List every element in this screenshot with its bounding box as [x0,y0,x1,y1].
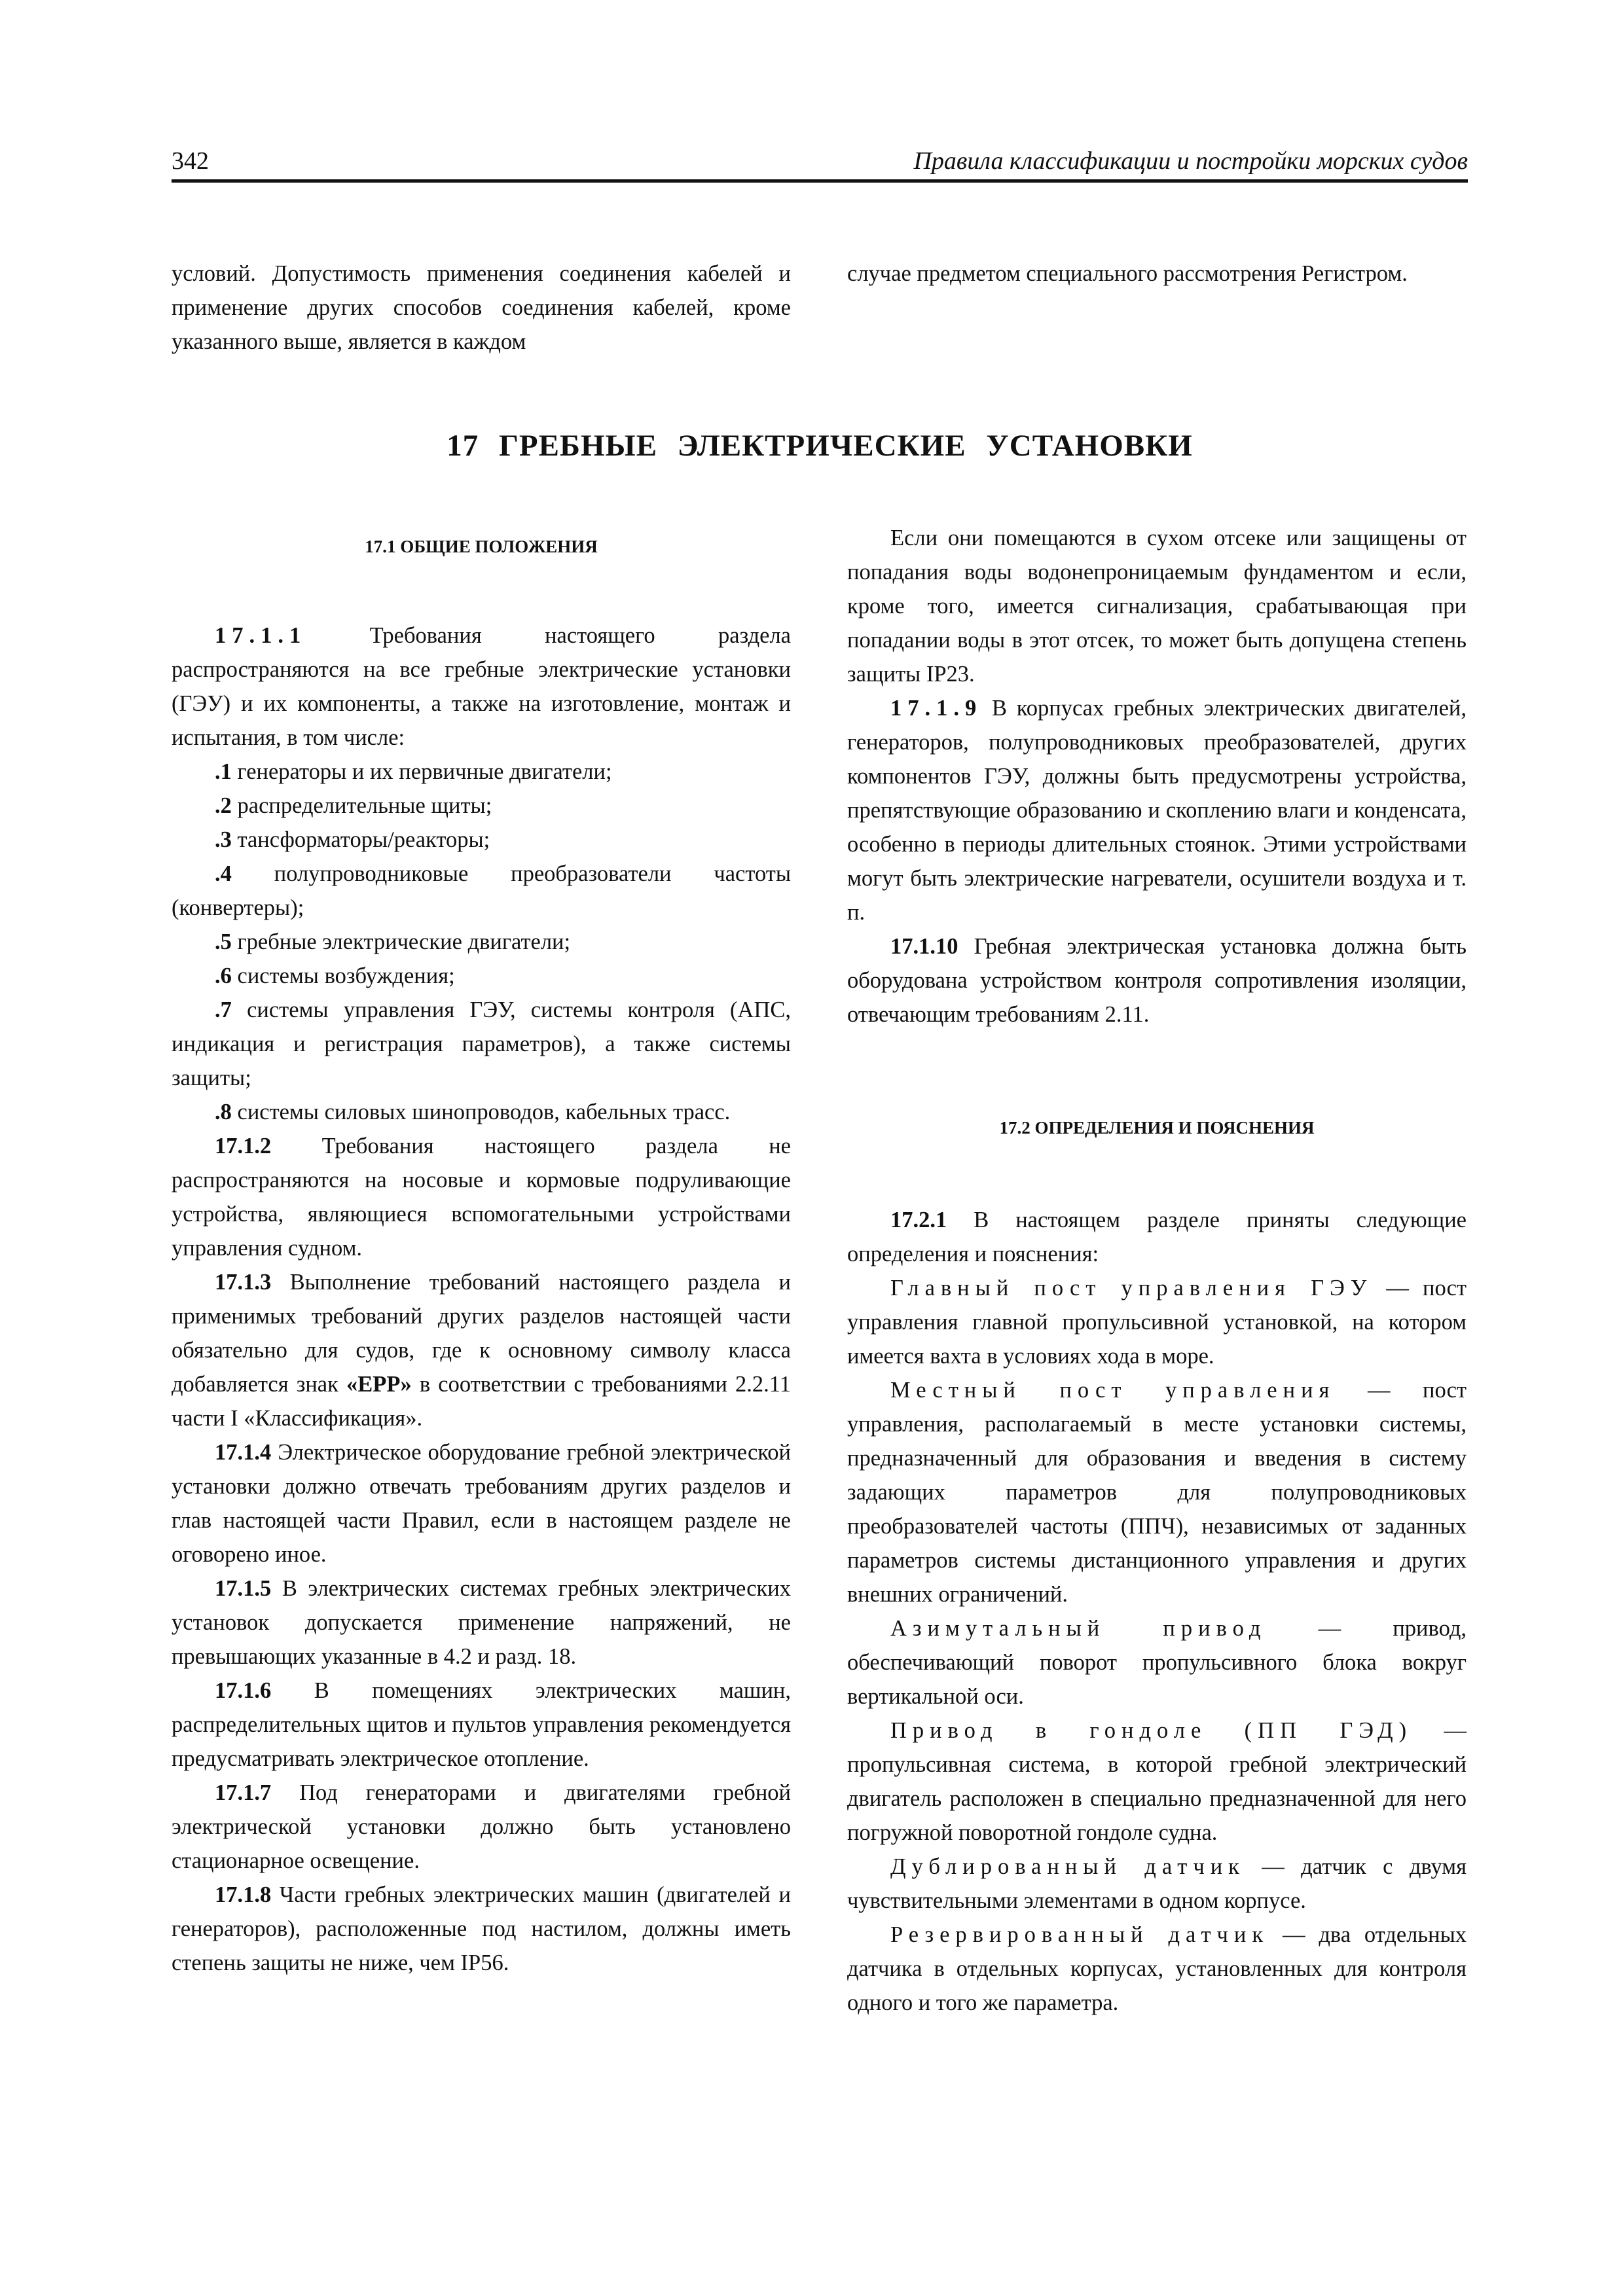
definition: Главный пост управления ГЭУ — пост управления главной пропульсивной установкой, на котором имеется вахта в условиях хода в море. [847,1276,1467,1369]
paragraph-17-1-3: 17.1.3 Выполнение требований настоящего раздела и применимых требований других разделов настоящей части обязательно для судов, где к основному символу класса добавляется знак «EPP» в соответствии с требованиями 2.2.11 части I «Классификация». [172,1270,792,1431]
running-title: Правила классификации и постройки морских судов [913,147,1468,175]
list-item: .5 гребные электрические двигатели; [215,929,571,954]
running-header [172,143,1468,183]
page-number: 342 [172,147,209,175]
section-2-title: 17.2 ОПРЕДЕЛЕНИЯ И ПОЯСНЕНИЯ [999,1118,1315,1138]
paragraph-17-1-6: 17.1.6 В помещениях электрических машин, распределительных щитов и пультов управления рекомендуется предусматривать электрическое отопление. [172,1678,792,1771]
definition: Азимутальный привод — привод, обеспечивающий поворот пропульсивного блока вокруг вертикальной оси. [847,1616,1467,1709]
paragraph-17-1-2: 17.1.2 Требования настоящего раздела не распространяются на носовые и кормовые подруливающие устройства, являющиеся вспомогательными устройствами управления судном. [172,1134,791,1261]
top-right-text: случае предметом специального рассмотрения Регистром. [847,261,1408,286]
paragraph-17-1-1: 17.1.1 Требования настоящего раздела распространяются на все гребные электрические установки (ГЭУ) и их компоненты, а также на изготовление, монтаж и испытания, в том числе: [172,623,791,750]
definition: Дублированный датчик — датчик с двумя чувствительными элементами в одном корпусе. [847,1854,1467,1913]
chapter-title: 17 ГРЕБНЫЕ ЭЛЕКТРИЧЕСКИЕ УСТАНОВКИ [447,429,1193,463]
list-item: .4 полупроводниковые преобразователи частоты (конвертеры); [172,861,792,920]
paragraph-17-2-1: 17.2.1 В настоящем разделе приняты следующие определения и пояснения: [847,1208,1467,1266]
paragraph-17-1-9: 17.1.9 В корпусах гребных электрических двигателей, генераторов, полупроводниковых преобразователей, других компонентов ГЭУ, должны быть предусмотрены устройства, препятствующие образованию и скоплению влаги и конденсата, особенно в периоды длительных стоянок. Этими устройствами могут быть электрические нагреватели, осушители воздуха и т. п. [847,696,1467,925]
list-item: .7 системы управления ГЭУ, системы контроля (АПС, индикация и регистрация параметров), а также системы защиты; [172,997,791,1090]
definition: Резервированный датчик — два отдельных датчика в отдельных корпусах, установленных для контроля одного и того же параметра. [847,1922,1467,2015]
paragraph-17-1-4: 17.1.4 Электрическое оборудование гребной электрической установки должно отвечать требованиям других разделов и глав настоящей части Правил, если в настоящем разделе не оговорено иное. [172,1440,792,1567]
top-left-text: условий. Допустимость применения соединения кабелей и применение других способов соединения кабелей, кроме указанного выше, является в каждом [172,261,791,354]
paragraph-17-1-10: 17.1.10 Гребная электрическая установка должна быть оборудована устройством контроля сопротивления изоляции, отвечающим требованиям 2.11. [847,934,1467,1027]
paragraph-17-1-5: 17.1.5 В электрических системах гребных электрических установок допускается применение напряжений, не превышающих указанные в 4.2 и разд. 18. [172,1576,792,1669]
left-column [172,619,791,1980]
list-item: .6 системы возбуждения; [215,963,455,988]
list-item: .3 тансформаторы/реакторы; [215,827,490,852]
list-item: .2 распределительные щиты; [215,793,492,818]
paragraph-17-1-8-continued: Если они помещаются в сухом отсеке или защищены от попадания воды водонепроницаемым фундаментом и если, кроме того, имеется сигнализация, срабатывающая при попадании воды в этот отсек, то может быть допущена степень защиты IP23. [847,526,1467,687]
section-1-title: 17.1 ОБЩИЕ ПОЛОЖЕНИЯ [365,537,598,556]
right-column-lower [847,1203,1467,2020]
definition: Местный пост управления — пост управления, располагаемый в месте установки системы, предназначенный для образования и введения в систему задающих параметров для полупроводниковых преобразователей частоты (ППЧ), независимых от заданных параметров системы дистанционного управления и других внешних ограничений. [847,1378,1467,1607]
list-item: .1 генераторы и их первичные двигатели; [215,759,612,784]
paragraph-17-1-8: 17.1.8 Части гребных электрических машин (двигателей и генераторов), расположенные под настилом, должны иметь степень защиты не ниже, чем IP56. [172,1882,791,1975]
paragraph-17-1-7: 17.1.7 Под генераторами и двигателями гребной электрической установки должно быть установлено стационарное освещение. [172,1780,791,1873]
definition: Привод в гондоле (ПП ГЭД) — пропульсивная система, в которой гребной электрический двигатель расположен в специально предназначенной для него погружной поворотной гондоле судна. [847,1718,1467,1845]
right-column-upper [847,521,1467,1031]
list-item: .8 системы силовых шинопроводов, кабельных трасс. [215,1100,731,1124]
